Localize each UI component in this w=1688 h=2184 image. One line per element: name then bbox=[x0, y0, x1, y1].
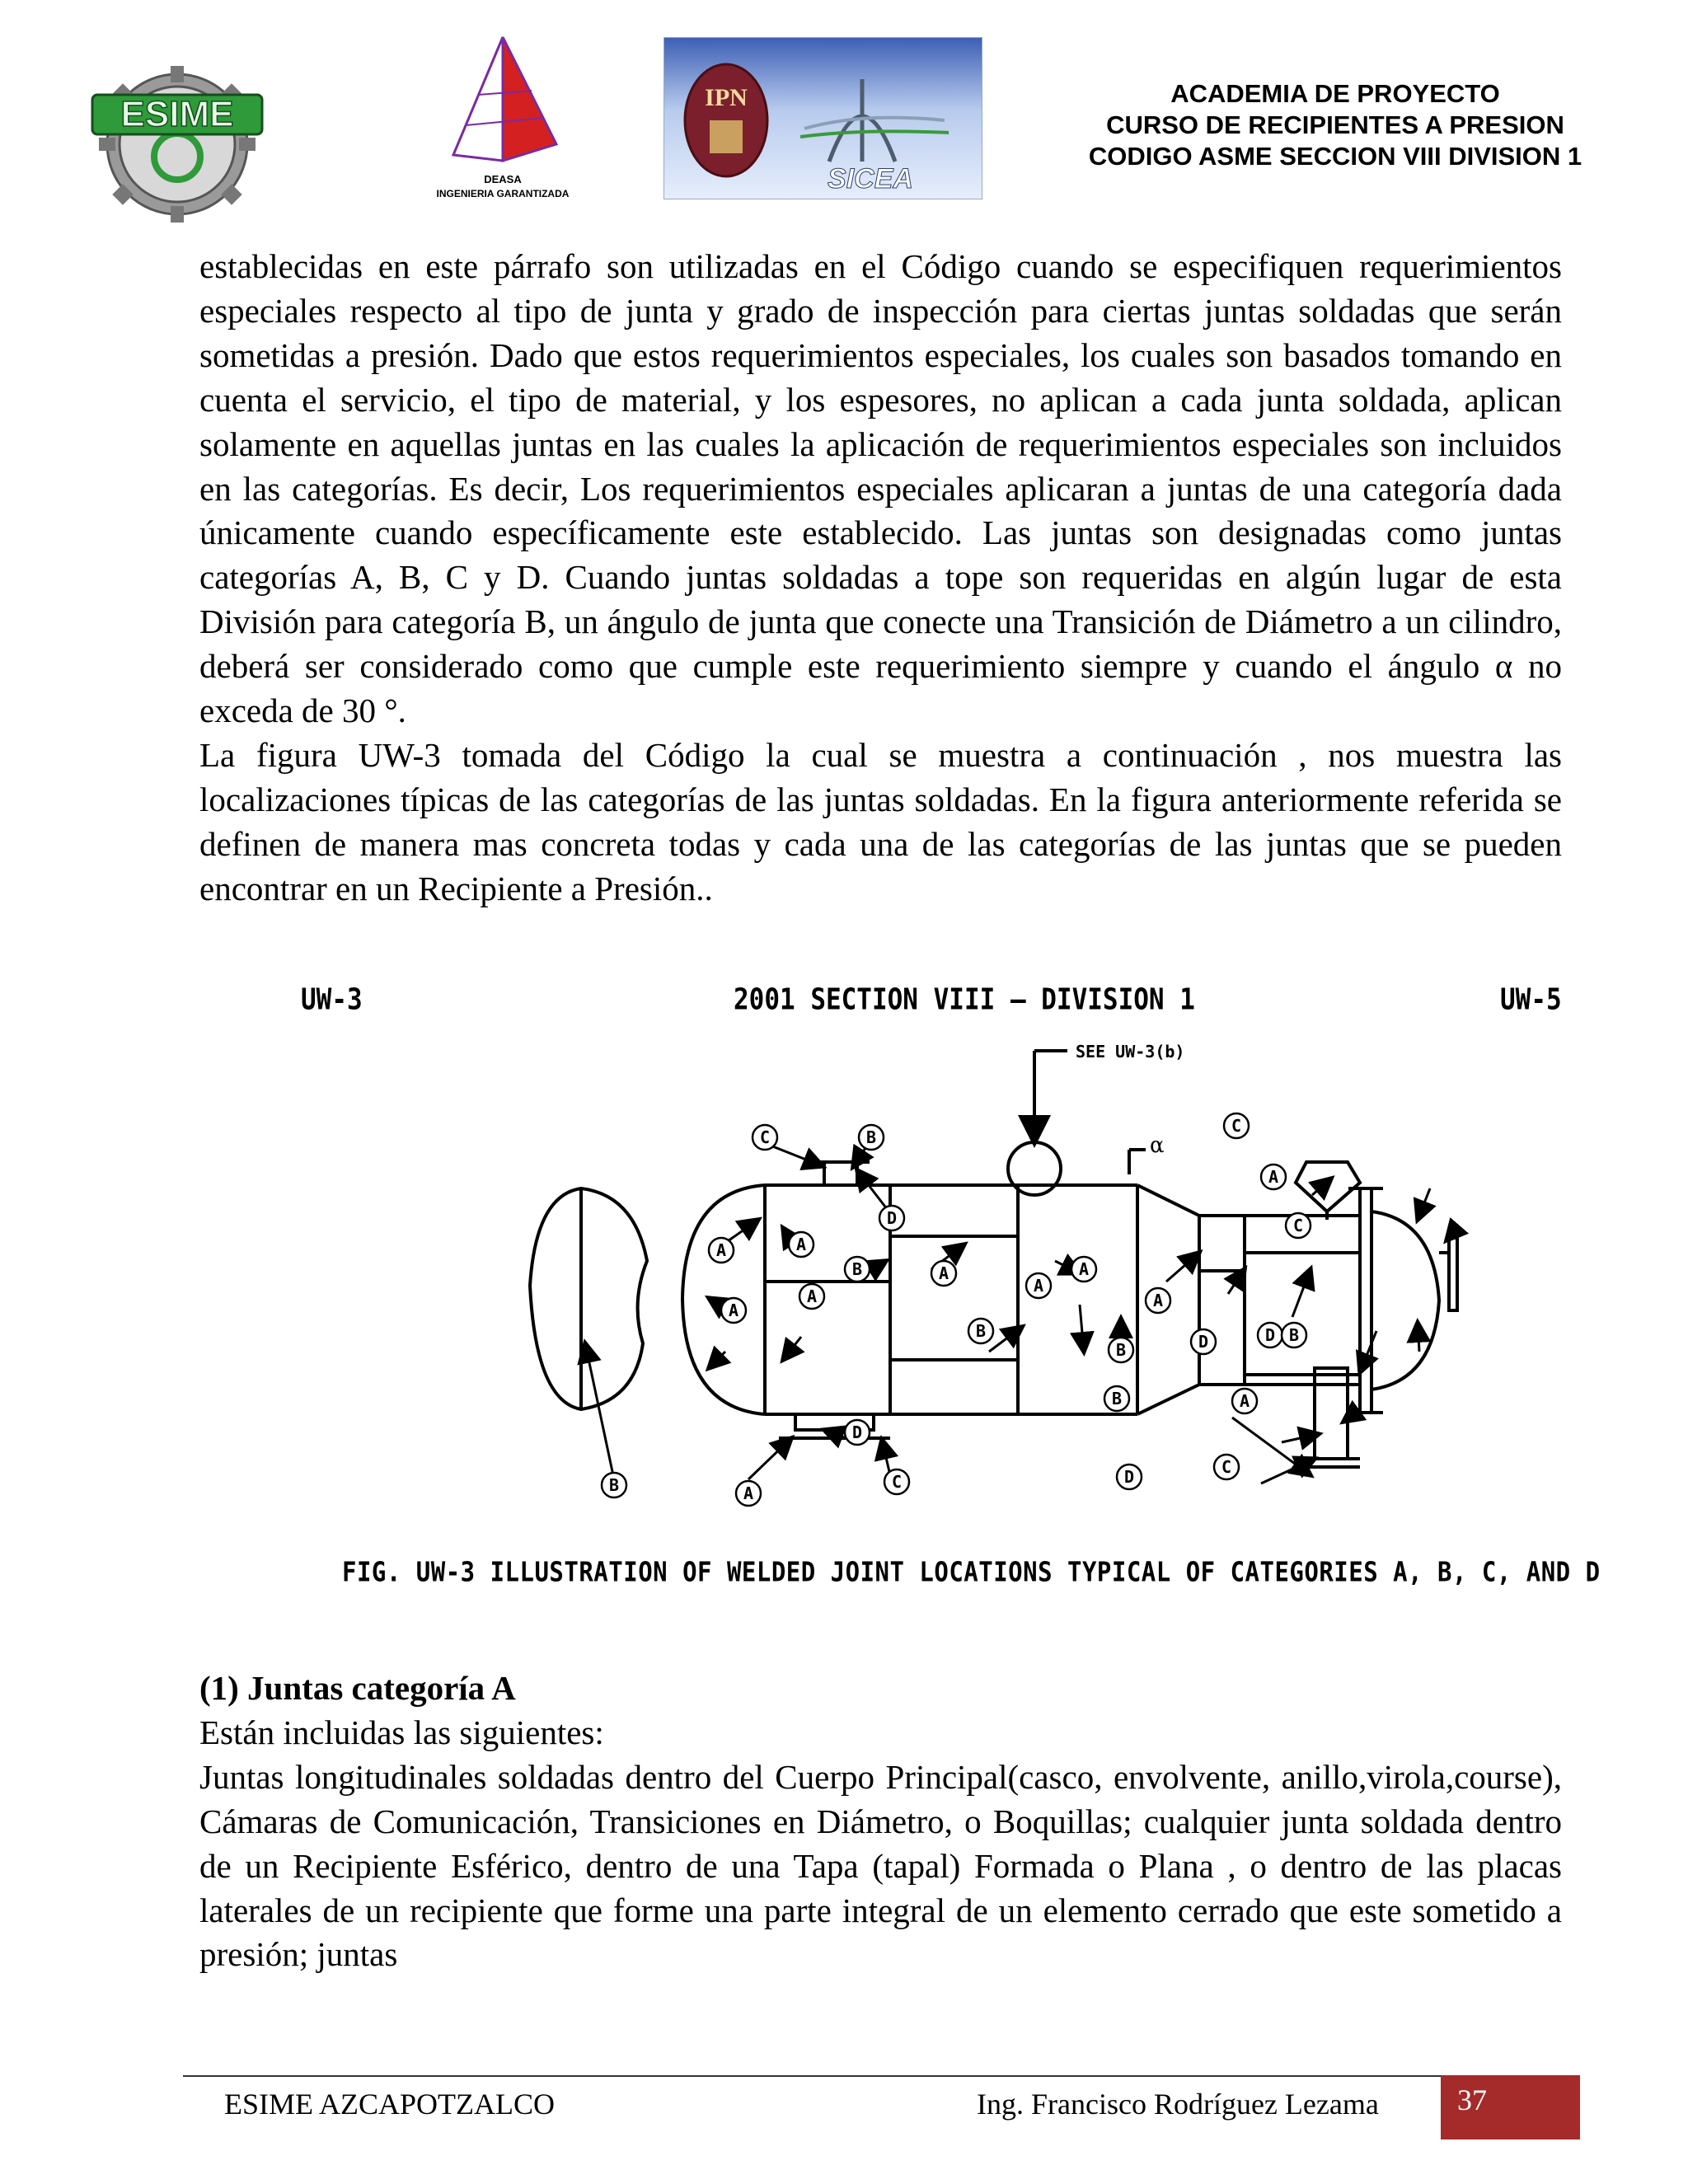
label-c bbox=[884, 1469, 909, 1494]
figure-header-left: UW-3 bbox=[301, 982, 363, 1017]
figure-header-right: UW-5 bbox=[1500, 982, 1562, 1017]
svg-text:B: B bbox=[1111, 1389, 1123, 1408]
see-note: SEE UW-3(b) bbox=[1076, 1042, 1185, 1062]
footer-author: Ing. Francisco Rodríguez Lezama bbox=[977, 2088, 1379, 2121]
label-d bbox=[1258, 1323, 1282, 1347]
figure-header-center: 2001 SECTION VIII — DIVISION 1 bbox=[734, 982, 1195, 1017]
svg-text:B: B bbox=[865, 1127, 877, 1147]
esime-logo-text: ESIME bbox=[120, 94, 234, 134]
svg-text:C: C bbox=[1292, 1216, 1304, 1235]
svg-text:D: D bbox=[1264, 1325, 1276, 1345]
svg-text:B: B bbox=[975, 1321, 987, 1341]
section-heading: (1) Juntas categoría A bbox=[199, 1669, 516, 1707]
label-a bbox=[1232, 1389, 1257, 1413]
svg-text:A: A bbox=[795, 1235, 807, 1254]
label-c bbox=[1214, 1455, 1239, 1479]
svg-text:A: A bbox=[1268, 1167, 1279, 1187]
page-number: 37 bbox=[1441, 2075, 1580, 2139]
label-b bbox=[1104, 1386, 1129, 1411]
footer-divider bbox=[183, 2075, 1580, 2077]
svg-text:A: A bbox=[1152, 1291, 1164, 1310]
label-b bbox=[968, 1319, 993, 1343]
page-header bbox=[91, 33, 1624, 206]
vessel-diagram bbox=[297, 972, 1566, 1549]
ipn-logo-text: IPN bbox=[705, 84, 748, 111]
label-b bbox=[845, 1257, 870, 1282]
svg-text:B: B bbox=[608, 1475, 620, 1495]
svg-text:A: A bbox=[743, 1483, 754, 1503]
svg-text:A: A bbox=[938, 1263, 950, 1283]
paragraph: establecidas en este párrafo son utilizadas en el Código cuando se especifiquen requerimientos especiales respecto al tipo de junta y grado de inspección para ciertas juntas soldadas que serán sometidas a presión. Dado que estos requerimientos especiales, los cuales son basados tomando en cuenta el servicio, el tipo de material, y los espesores, no aplican a cada junta soldada, aplican solamente en aquellas juntas en las cuales la aplicación de requerimientos especiales son incluidos en las categorías. Es decir, Los requerimientos especiales aplicaran a juntas de una categoría dada únicamente cuando específicamente este establecido. Las juntas son designadas como juntas categorías A, B, C y D. Cuando juntas soldadas a tope son requeridas en algún lugar de esta División para categoría B, un ángulo de junta que conecte una Transición de Diámetro a un cilindro, deberá ser considerado como que cumple este requerimiento siempre y cuando el ángulo α no exceda de 30 °. bbox=[199, 247, 1562, 730]
body-text bbox=[199, 245, 1562, 912]
course-title bbox=[1047, 78, 1624, 172]
course-title-line-2: CURSO DE RECIPIENTES A PRESION bbox=[1106, 110, 1564, 139]
footer-school: ESIME AZCAPOTZALCO bbox=[224, 2088, 556, 2121]
label-d bbox=[845, 1420, 870, 1445]
label-a bbox=[789, 1232, 814, 1257]
label-b bbox=[602, 1473, 626, 1497]
label-a bbox=[1261, 1165, 1286, 1189]
sicea-logo-text: SICEA bbox=[828, 163, 913, 194]
course-title-line-3: CODIGO ASME SECCION VIII DIVISION 1 bbox=[1088, 142, 1582, 171]
detached-head bbox=[530, 1188, 647, 1409]
label-a bbox=[1146, 1288, 1170, 1313]
svg-text:A: A bbox=[715, 1240, 727, 1260]
label-c bbox=[1286, 1213, 1311, 1238]
svg-text:B: B bbox=[1115, 1340, 1127, 1360]
alpha-label: α bbox=[1150, 1133, 1165, 1158]
ipn-sicea-logo bbox=[663, 37, 982, 199]
label-b bbox=[1109, 1338, 1133, 1362]
deasa-logo bbox=[354, 33, 651, 210]
label-b bbox=[859, 1125, 884, 1150]
label-a bbox=[799, 1284, 824, 1309]
figure-caption: FIG. UW-3 ILLUSTRATION OF WELDED JOINT LOCATIONS TYPICAL OF CATEGORIES A, B, C, AND D bbox=[342, 1555, 1601, 1588]
svg-text:C: C bbox=[891, 1472, 903, 1492]
label-a bbox=[1026, 1273, 1051, 1298]
svg-text:D: D bbox=[886, 1208, 898, 1228]
label-a bbox=[931, 1261, 956, 1286]
label-a bbox=[736, 1481, 761, 1506]
figure-uw3 bbox=[297, 972, 1601, 1599]
svg-text:C: C bbox=[759, 1127, 771, 1147]
svg-text:A: A bbox=[728, 1301, 739, 1320]
svg-text:C: C bbox=[1221, 1457, 1232, 1477]
paragraph: La figura UW-3 tomada del Código la cual se muestra a continuación , nos muestra las localizaciones típicas de las categorías de las juntas soldadas. En la figura anteriormente referida se definen de manera mas concreta todas y cada una de las categorías de las juntas que se pueden encontrar en un Recipiente a Presión.. bbox=[199, 735, 1562, 907]
svg-text:D: D bbox=[1123, 1467, 1135, 1487]
label-a bbox=[721, 1298, 746, 1323]
label-a bbox=[1071, 1257, 1096, 1282]
section-category-a bbox=[199, 1666, 1562, 1977]
label-d bbox=[879, 1206, 904, 1230]
svg-text:C: C bbox=[1231, 1116, 1242, 1136]
svg-text:A: A bbox=[1033, 1276, 1044, 1296]
deasa-logo-tagline: INGENIERIA GARANTIZADA bbox=[436, 188, 570, 199]
label-a bbox=[709, 1238, 734, 1263]
svg-text:D: D bbox=[1198, 1332, 1209, 1352]
esime-logo bbox=[91, 62, 264, 223]
label-d bbox=[1191, 1329, 1216, 1354]
svg-text:D: D bbox=[851, 1422, 863, 1442]
section-text: Juntas longitudinales soldadas dentro del Cuerpo Principal(casco, envolvente, anillo,virola,course), Cámaras de Comunicación, Transiciones en Diámetro, o Boquillas; cualquier junta soldada dentro de un Recipiente Esférico, dentro de una Tapa (tapal) Formada o Plana , o dentro de las placas laterales de un recipiente que forme una parte integral de un elemento cerrado que este sometido a presión; juntas bbox=[199, 1757, 1562, 1974]
label-b bbox=[1282, 1323, 1306, 1347]
svg-text:A: A bbox=[1239, 1391, 1250, 1411]
deasa-logo-name: DEASA bbox=[484, 173, 522, 185]
svg-text:A: A bbox=[806, 1286, 818, 1306]
svg-text:A: A bbox=[1078, 1259, 1090, 1279]
label-d bbox=[1117, 1465, 1142, 1489]
section-intro: Están incluidas las siguientes: bbox=[199, 1713, 604, 1751]
label-c bbox=[753, 1125, 777, 1150]
svg-text:B: B bbox=[1288, 1325, 1300, 1345]
course-title-line-1: ACADEMIA DE PROYECTO bbox=[1170, 79, 1500, 108]
svg-text:B: B bbox=[851, 1259, 863, 1279]
label-c bbox=[1224, 1113, 1249, 1138]
